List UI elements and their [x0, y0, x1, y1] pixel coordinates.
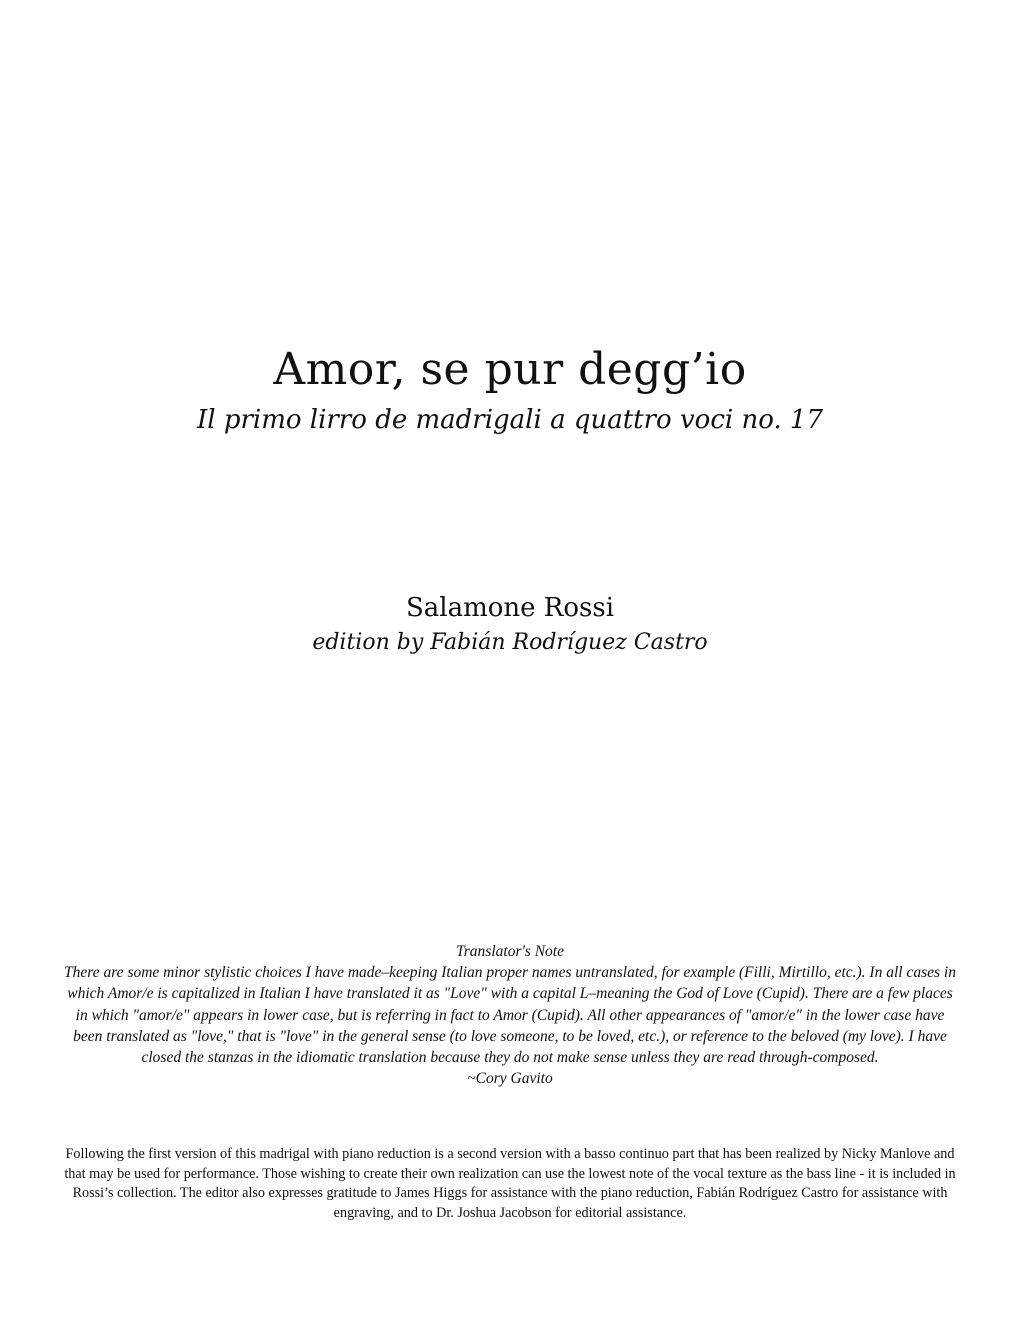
page-title: Amor, se pur degg’io — [273, 344, 747, 395]
translators-note-body: There are some minor stylistic choices I have made–keeping Italian proper names untranslated, for example (Filli, Mirtillo, etc.). In all cases in which Amor/e is capitalized in Italian I have translated it as "Love" with a capital L–meaning the God of Love (Cupid). There are a few places in which "amor/e" appears in lower case, but is referring in fact to Amor (Cupid). All other appearances of "amor/e" in the lower case have been translated as "love," that is "love" in the general sense (to love someone, to be loved, etc.), or reference to the beloved (my love). I have closed the stanzas in the idiomatic translation because they do not make sense unless they are read through-composed. — [64, 964, 956, 1067]
translators-note-heading: Translator's Note — [456, 943, 564, 960]
acknowledgements-paragraph: Following the first version of this madrigal with piano reduction is a second version with a basso continuo part that has been realized by Nicky Manlove and that may be used for performance. Those wishing to create their own realization can use the lowest note of the vocal texture as the bass line - it is included in Rossi’s collection. The editor also expresses gratitude to James Higgs for assistance with the piano reduction, Fabián Rodríguez Castro for assistance with engraving, and to Dr. Joshua Jacobson for editorial assistance. — [64, 1146, 956, 1221]
translators-note-signature: ~Cory Gavito — [467, 1070, 553, 1088]
page-subtitle: Il primo lirro de madrigali a quattro voci no. 17 — [196, 405, 824, 435]
translators-note — [62, 941, 958, 1089]
composer-name: Salamone Rossi — [405, 593, 615, 623]
edition-credit: edition by Fabián Rodríguez Castro — [312, 630, 708, 655]
